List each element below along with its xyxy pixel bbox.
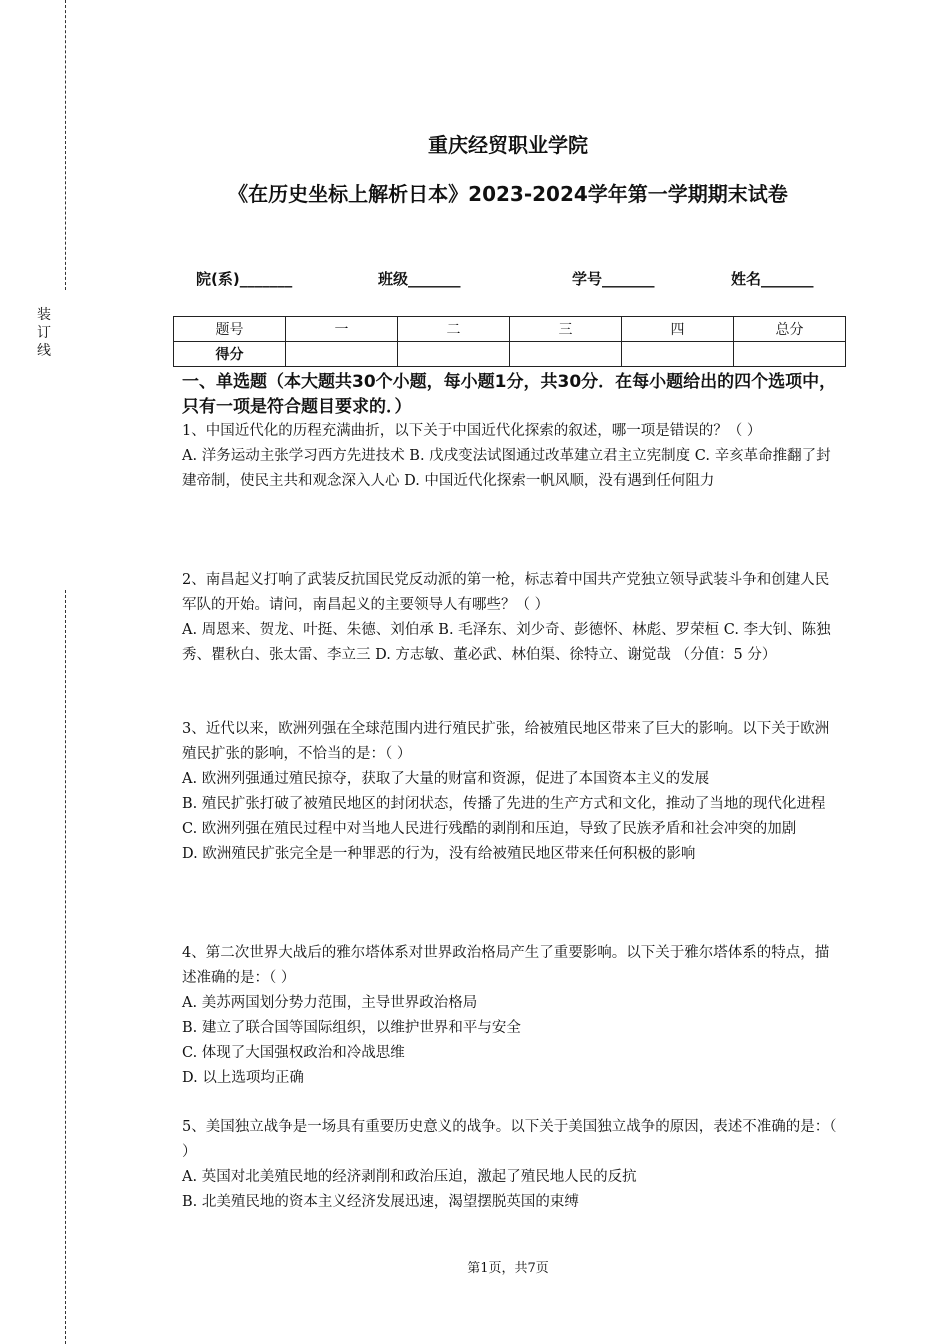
department-field[interactable]: 院(系)_______: [196, 270, 293, 288]
score-cell[interactable]: [398, 342, 510, 367]
table-cell: 得分: [174, 342, 286, 367]
class-field[interactable]: 班级_______: [378, 270, 461, 288]
binding-line-bottom: [65, 590, 66, 1344]
question-3: [182, 717, 842, 867]
question-options: A. 周恩来、贺龙、叶挺、朱德、刘伯承 B. 毛泽东、刘少奇、彭德怀、林彪、罗荣桓 C. 李大钊、陈独秀、瞿秋白、张太雷、李立三 D. 方志敏、董必武、林伯渠、徐特立、谢觉哉 （分值：5 分）: [182, 622, 831, 663]
question-5: [182, 1115, 842, 1215]
question-option: A. 英国对北美殖民地的经济剥削和政治压迫，激起了殖民地人民的反抗: [182, 1169, 637, 1185]
exam-title: 《在历史坐标上解析日本》2023-2024学年第一学期期末试卷: [228, 182, 788, 206]
score-cell[interactable]: [734, 342, 846, 367]
table-cell: 三: [510, 317, 622, 342]
question-2: [182, 568, 842, 668]
name-field[interactable]: 姓名_______: [731, 270, 814, 288]
binding-label: 装订线: [37, 307, 51, 359]
table-cell: 总分: [734, 317, 846, 342]
question-stem: 5、美国独立战争是一场具有重要历史意义的战争。以下关于美国独立战争的原因，表述不准确的是：（ ）: [182, 1119, 837, 1160]
question-option: A. 美苏两国划分势力范围，主导世界政治格局: [182, 995, 478, 1011]
question-option: B. 建立了联合国等国际组织，以维护世界和平与安全: [182, 1020, 521, 1036]
student-id-field[interactable]: 学号_______: [572, 270, 655, 288]
score-cell[interactable]: [510, 342, 622, 367]
question-option: B. 北美殖民地的资本主义经济发展迅速，渴望摆脱英国的束缚: [182, 1194, 579, 1210]
question-option: A. 欧洲列强通过殖民掠夺，获取了大量的财富和资源，促进了本国资本主义的发展: [182, 771, 710, 787]
school-name: 重庆经贸职业学院: [428, 133, 588, 157]
question-option: D. 欧洲殖民扩张完全是一种罪恶的行为，没有给被殖民地区带来任何积极的影响: [182, 846, 696, 862]
question-4: [182, 941, 842, 1091]
section-heading: 一、单选题（本大题共30个小题，每小题1分，共30分．在每小题给出的四个选项中，只有一项是符合题目要求的．）: [182, 372, 837, 417]
score-table-header-row: [174, 317, 846, 342]
table-cell: 题号: [174, 317, 286, 342]
table-cell: 二: [398, 317, 510, 342]
score-table: [173, 316, 846, 367]
score-cell[interactable]: [622, 342, 734, 367]
question-stem: 3、近代以来，欧洲列强在全球范围内进行殖民扩张，给被殖民地区带来了巨大的影响。以下关于欧洲殖民扩张的影响，不恰当的是：（ ）: [182, 721, 830, 762]
score-table-score-row: [174, 342, 846, 367]
table-cell: 四: [622, 317, 734, 342]
question-options: A. 洋务运动主张学习西方先进技术 B. 戊戌变法试图通过改革建立君主立宪制度 C. 辛亥革命推翻了封建帝制，使民主共和观念深入人心 D. 中国近代化探索一帆风顺，没有遇到任何阻力: [182, 448, 831, 489]
page-footer: 第1页，共7页: [467, 1261, 549, 1276]
question-stem: 2、南昌起义打响了武装反抗国民党反动派的第一枪，标志着中国共产党独立领导武装斗争和创建人民军队的开始。请问，南昌起义的主要领导人有哪些？（ ）: [182, 572, 830, 613]
question-stem: 4、第二次世界大战后的雅尔塔体系对世界政治格局产生了重要影响。以下关于雅尔塔体系的特点，描述准确的是：（ ）: [182, 945, 830, 986]
question-stem: 1、中国近代化的历程充满曲折，以下关于中国近代化探索的叙述，哪一项是错误的？（ ）: [182, 423, 762, 439]
question-option: C. 欧洲列强在殖民过程中对当地人民进行残酷的剥削和压迫，导致了民族矛盾和社会冲突的加剧: [182, 821, 797, 837]
score-cell[interactable]: [286, 342, 398, 367]
table-cell: 一: [286, 317, 398, 342]
question-option: C. 体现了大国强权政治和冷战思维: [182, 1045, 405, 1061]
question-option: D. 以上选项均正确: [182, 1070, 304, 1086]
question-option: B. 殖民扩张打破了被殖民地区的封闭状态，传播了先进的生产方式和文化，推动了当地的现代化进程: [182, 796, 826, 812]
question-1: [182, 419, 842, 494]
